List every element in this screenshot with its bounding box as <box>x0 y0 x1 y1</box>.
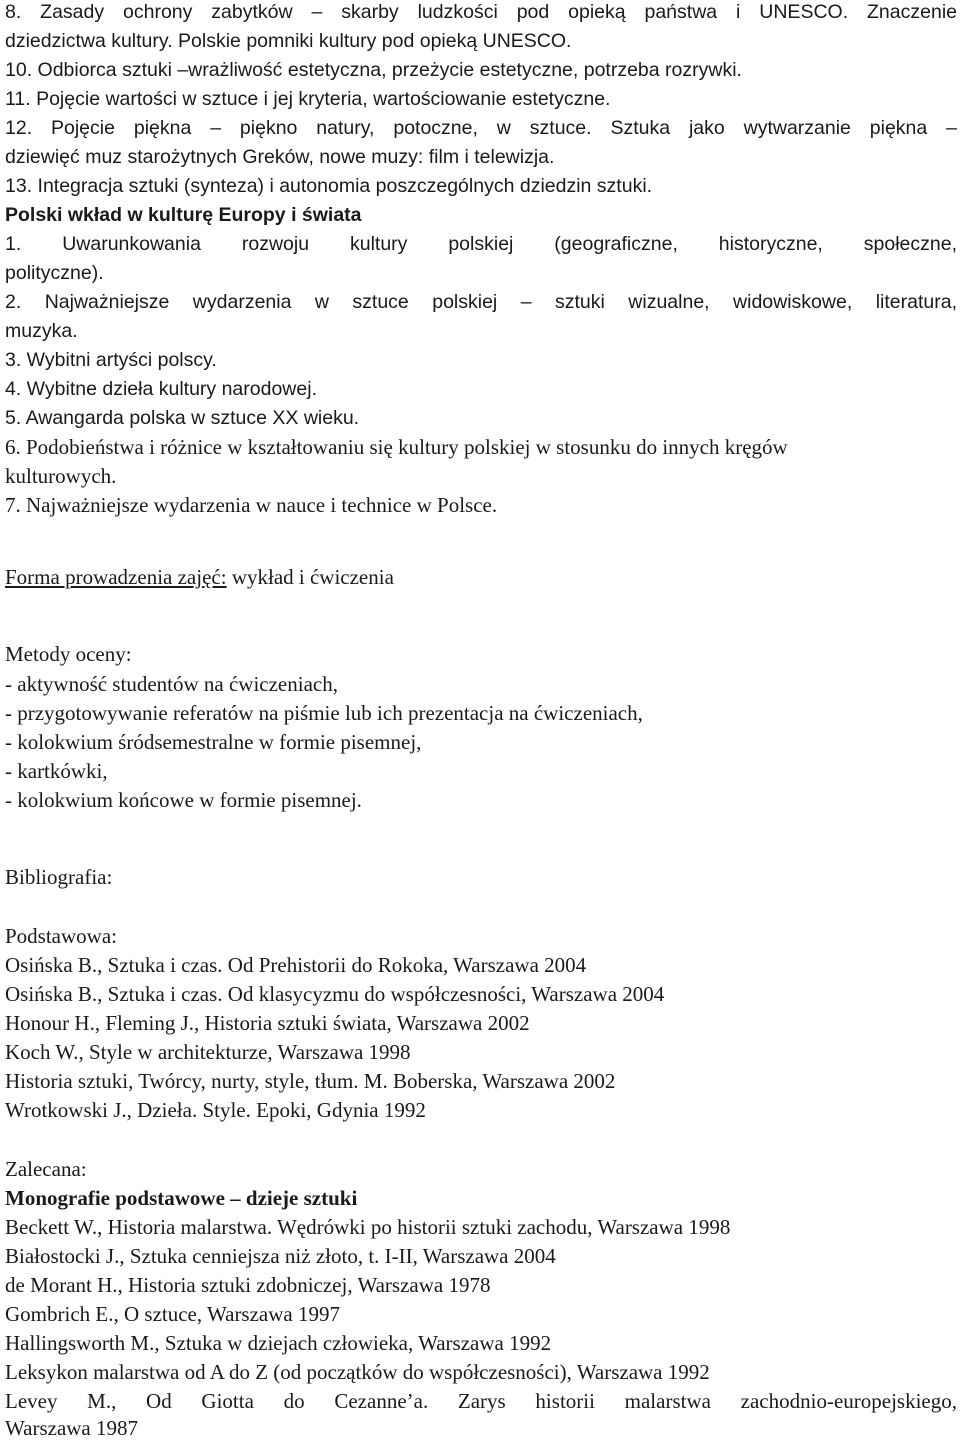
section-heading-polish-contribution: Polski wkład w kulturę Europy i świata <box>5 204 362 226</box>
polish-line-2b: muzyka. <box>5 320 78 342</box>
polish-line-6b: kulturowych. <box>5 464 117 488</box>
polish-line-6a: 6. Podobieństwa i różnice w kształtowaniu się kultury polskiej w stosunku do innych kręgów <box>5 435 788 459</box>
list-line-12b: dziewięć muz starożytnych Greków, nowe muzy: film i telewizja. <box>5 146 555 168</box>
metody-item-2: - przygotowywanie referatów na piśmie lub ich prezentacja na ćwiczeniach, <box>5 701 643 725</box>
bibliografia-label: Bibliografia: <box>5 865 113 889</box>
forma-label: Forma prowadzenia zajęć: <box>5 565 227 589</box>
polish-line-5: 5. Awangarda polska w sztuce XX wieku. <box>5 407 360 429</box>
polish-line-4: 4. Wybitne dzieła kultury narodowej. <box>5 378 317 400</box>
zalecana-item-5: Hallingsworth M., Sztuka w dziejach człowieka, Warszawa 1992 <box>5 1331 552 1355</box>
podstawowa-item-6: Wrotkowski J., Dzieła. Style. Epoki, Gdynia 1992 <box>5 1098 426 1122</box>
polish-line-1a: 1. Uwarunkowania rozwoju kultury polskiej (geograficzne, historyczne, społeczne, <box>5 233 957 255</box>
metody-item-1: - aktywność studentów na ćwiczeniach, <box>5 672 338 696</box>
podstawowa-item-2: Osińska B., Sztuka i czas. Od klasycyzmu do współczesności, Warszawa 2004 <box>5 982 665 1006</box>
list-line-10: 10. Odbiorca sztuki –wrażliwość estetyczna, przeżycie estetyczne, potrzeba rozrywki. <box>5 59 742 81</box>
forma-value: wykład i ćwiczenia <box>226 565 394 589</box>
list-line-13: 13. Integracja sztuki (synteza) i autonomia poszczególnych dziedzin sztuki. <box>5 175 653 197</box>
zalecana-label: Zalecana: <box>5 1157 87 1181</box>
zalecana-item-2: Białostocki J., Sztuka cenniejsza niż złoto, t. I-II, Warszawa 2004 <box>5 1244 556 1268</box>
polish-line-1b: polityczne). <box>5 262 104 284</box>
list-line-8a: 8. Zasady ochrony zabytków – skarby ludzkości pod opieką państwa i UNESCO. Znaczenie <box>5 1 957 23</box>
zalecana-item-7a: Levey M., Od Giotta do Cezanne’a. Zarys historii malarstwa zachodnio-europejskiego, <box>5 1389 957 1413</box>
polish-line-7: 7. Najważniejsze wydarzenia w nauce i technice w Polsce. <box>5 493 498 517</box>
zalecana-item-1: Beckett W., Historia malarstwa. Wędrówki po historii sztuki zachodu, Warszawa 1998 <box>5 1215 731 1239</box>
polish-line-2a: 2. Najważniejsze wydarzenia w sztuce polskiej – sztuki wizualne, widowiskowe, literatura, <box>5 291 957 313</box>
zalecana-item-4: Gombrich E., O sztuce, Warszawa 1997 <box>5 1302 340 1326</box>
podstawowa-item-4: Koch W., Style w architekturze, Warszawa 1998 <box>5 1040 411 1064</box>
list-line-8b: dziedzictwa kultury. Polskie pomniki kultury pod opieką UNESCO. <box>5 30 572 52</box>
zalecana-item-6: Leksykon malarstwa od A do Z (od początków do współczesności), Warszawa 1992 <box>5 1360 710 1384</box>
zalecana-item-7b: Warszawa 1987 <box>5 1416 139 1440</box>
zalecana-item-3: de Morant H., Historia sztuki zdobniczej, Warszawa 1978 <box>5 1273 491 1297</box>
podstawowa-item-1: Osińska B., Sztuka i czas. Od Prehistorii do Rokoka, Warszawa 2004 <box>5 953 587 977</box>
forma-line <box>5 563 394 591</box>
podstawowa-label: Podstawowa: <box>5 924 117 948</box>
polish-line-3: 3. Wybitni artyści polscy. <box>5 349 217 371</box>
metody-item-5: - kolokwium końcowe w formie pisemnej. <box>5 788 362 812</box>
metody-item-4: - kartkówki, <box>5 759 108 783</box>
podstawowa-item-5: Historia sztuki, Twórcy, nurty, style, tłum. M. Boberska, Warszawa 2002 <box>5 1069 616 1093</box>
podstawowa-item-3: Honour H., Fleming J., Historia sztuki świata, Warszawa 2002 <box>5 1011 530 1035</box>
metody-label: Metody oceny: <box>5 642 132 666</box>
monografie-label: Monografie podstawowe – dzieje sztuki <box>5 1186 358 1210</box>
metody-item-3: - kolokwium śródsemestralne w formie pisemnej, <box>5 730 422 754</box>
list-line-11: 11. Pojęcie wartości w sztuce i jej kryteria, wartościowanie estetyczne. <box>5 88 611 110</box>
list-line-12a: 12. Pojęcie piękna – piękno natury, potoczne, w sztuce. Sztuka jako wytwarzanie piękna – <box>5 117 957 139</box>
